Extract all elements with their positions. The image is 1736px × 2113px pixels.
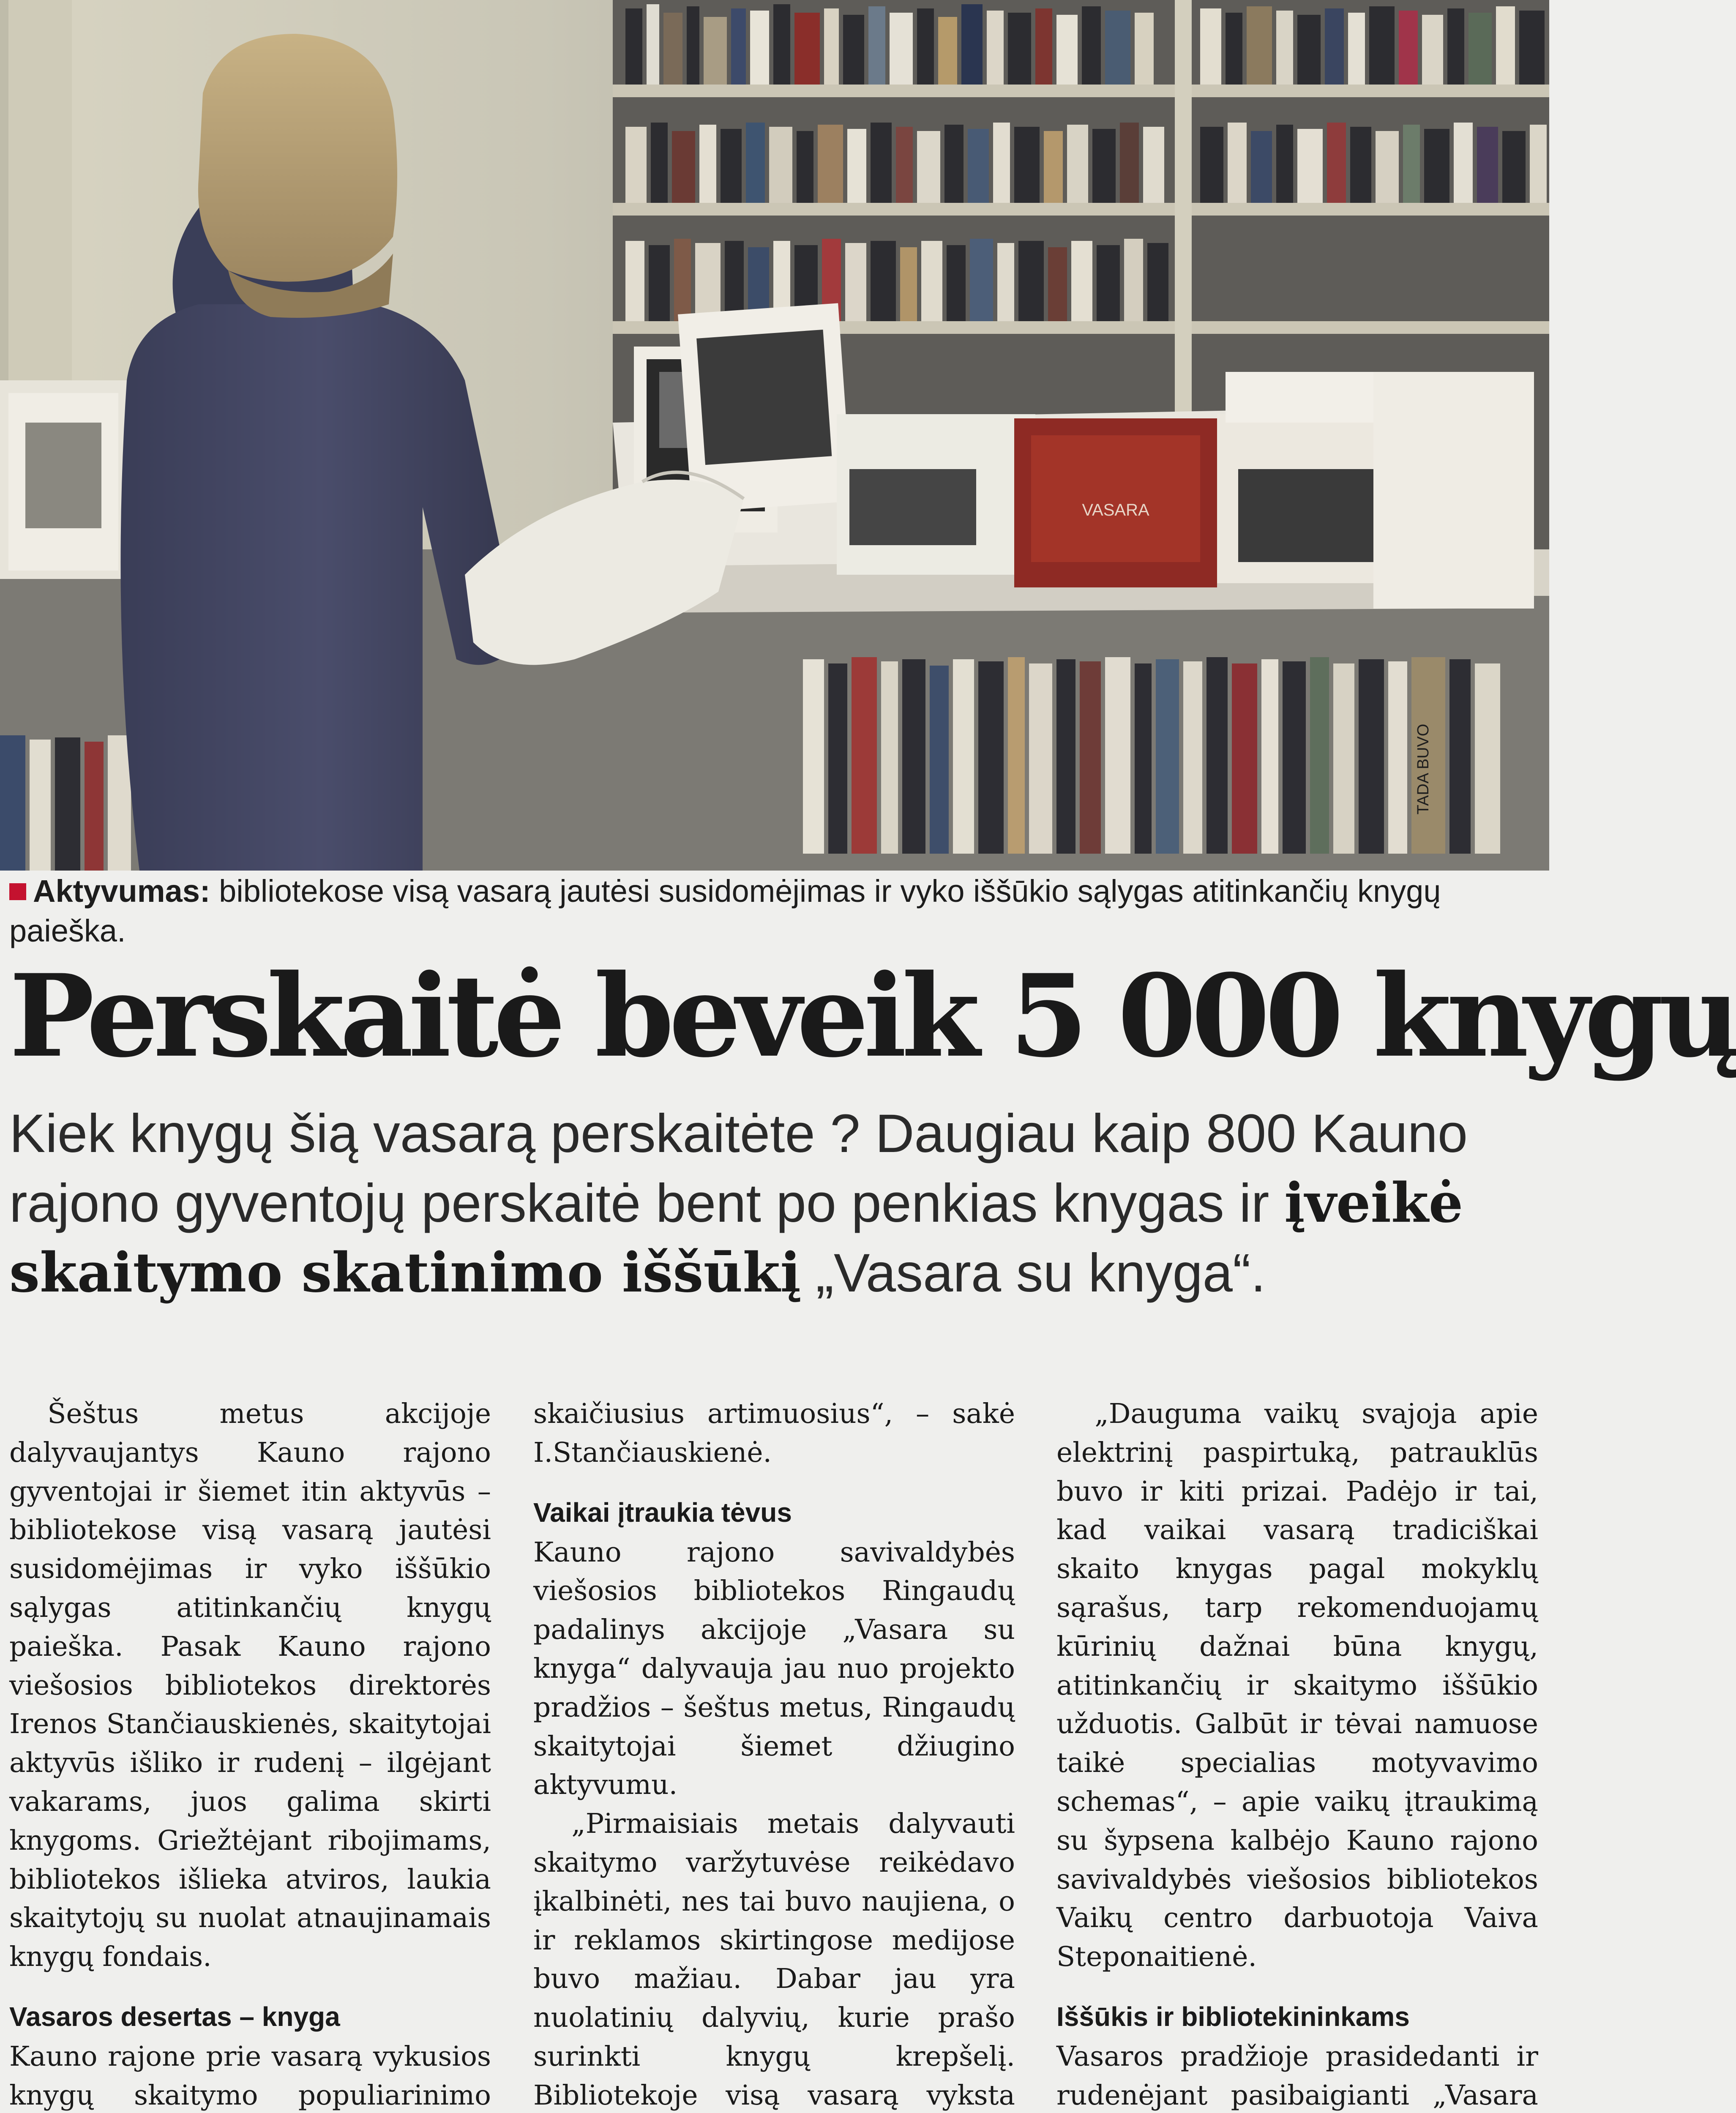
caption-label: Aktyvumas: xyxy=(33,874,210,909)
paragraph: Vasaros pradžioje prasidedanti ir rudenėjant pasibaigianti „Vasara xyxy=(1056,2040,1538,2111)
subheading-vasaros-desertas: Vasaros desertas – knyga xyxy=(9,2001,340,2032)
paragraph: „Pirmaisiais metais dalyvauti skaitymo varžytuvėse reikėdavo įkalbinėti, nes tai buvo naujiena, o ir reklamos skirtingose medijose buvo mažiau. Dabar jau yra nuolatinių dalyvių, kurie prašo surinkti knygų krepšelį. Bibliotekoje visą vasarą vyksta xyxy=(533,1808,1015,2111)
book-title-vasara: VASARA xyxy=(1082,501,1149,519)
subheading-vaikai-itraukia-tevus: Vaikai įtraukia tėvus xyxy=(533,1497,792,1528)
article-column-3 xyxy=(1056,1395,1538,2113)
caption-marker-icon xyxy=(9,883,26,900)
paragraph: Kauno rajono savivaldybės viešosios bibliotekos Ringaudų padalinys akcijoje „Vasara su knyga“ dalyvauja jau nuo projekto pradžios – šeštus metus, Ringaudų skaitytojai šiemet džiugino aktyvumu. xyxy=(533,1536,1015,1801)
lead-bold: įveikė skaitymo skatinimo iššūkį xyxy=(9,1171,1463,1305)
photo-caption xyxy=(9,871,1531,951)
paragraph: „Dauguma vaikų svajoja apie elektrinį paspirtuką, patrauklūs buvo ir kiti prizai. Padėjo ir tai, kad vaikai vasarą tradiciškai skaito knygas pagal mokyklų sąrašus, tarp rekomenduojamų kūrinių dažnai būna knygų, atitinkančių ir skaitymo iššūkio užduotis. Galbūt ir tėvai namuose taikė specialias motyvavimo schemas“, – apie vaikų įtraukimą su šypsena kalbėjo Kauno rajono savivaldybės viešosios bibliotekos Vaikų centro darbuotoja Vaiva Steponaitienė. xyxy=(1056,1398,1538,1973)
subheading-issukis-bibliotekininkams: Iššūkis ir bibliotekininkams xyxy=(1056,2001,1410,2032)
book-title-tada-buvo: TADA BUVO xyxy=(1414,723,1432,815)
article-headline: Perskaitė beveik 5 000 knygų xyxy=(9,950,1736,1083)
article-column-2 xyxy=(533,1395,1015,2113)
article-lead xyxy=(9,1099,1539,1308)
lead-part-1: Kiek knygų šią vasarą perskaitėte ? Daugiau kaip 800 Kauno rajono gyventojų perskaitė bent po penkias knygas ir xyxy=(9,1103,1468,1234)
article-photo xyxy=(0,0,1549,871)
paragraph: Kauno rajone prie vasarą vykusios knygų skaitymo populiarinimo xyxy=(9,2040,491,2111)
caption-text: bibliotekose visą vasarą jautėsi susidomėjimas ir vyko iššūkio sąlygas atitinkančių knygų paieška. xyxy=(9,874,1441,948)
article-column-1 xyxy=(9,1395,491,2113)
paragraph: Šeštus metus akcijoje dalyvaujantys Kauno rajono gyventojai ir šiemet itin aktyvūs – bibliotekose visą vasarą jautėsi susidomėjimas ir vyko iššūkio sąlygas atitinkančių knygų paieška. Pasak Kauno rajono viešosios bibliotekos direktorės Irenos Stančiauskienės, skaitytojai aktyvūs išliko ir rudenį – ilgėjant vakarams, juos galima skirti knygoms. Griežtėjant ribojimams, bibliotekos išlieka atviros, laukia skaitytojų su nuolat atnaujinamais knygų fondais. xyxy=(9,1398,491,1973)
paragraph: skaičiusius artimuosius“, – sakė I.Stančiauskienė. xyxy=(533,1398,1015,1469)
lead-part-2: „Vasara su knyga“. xyxy=(800,1243,1266,1303)
